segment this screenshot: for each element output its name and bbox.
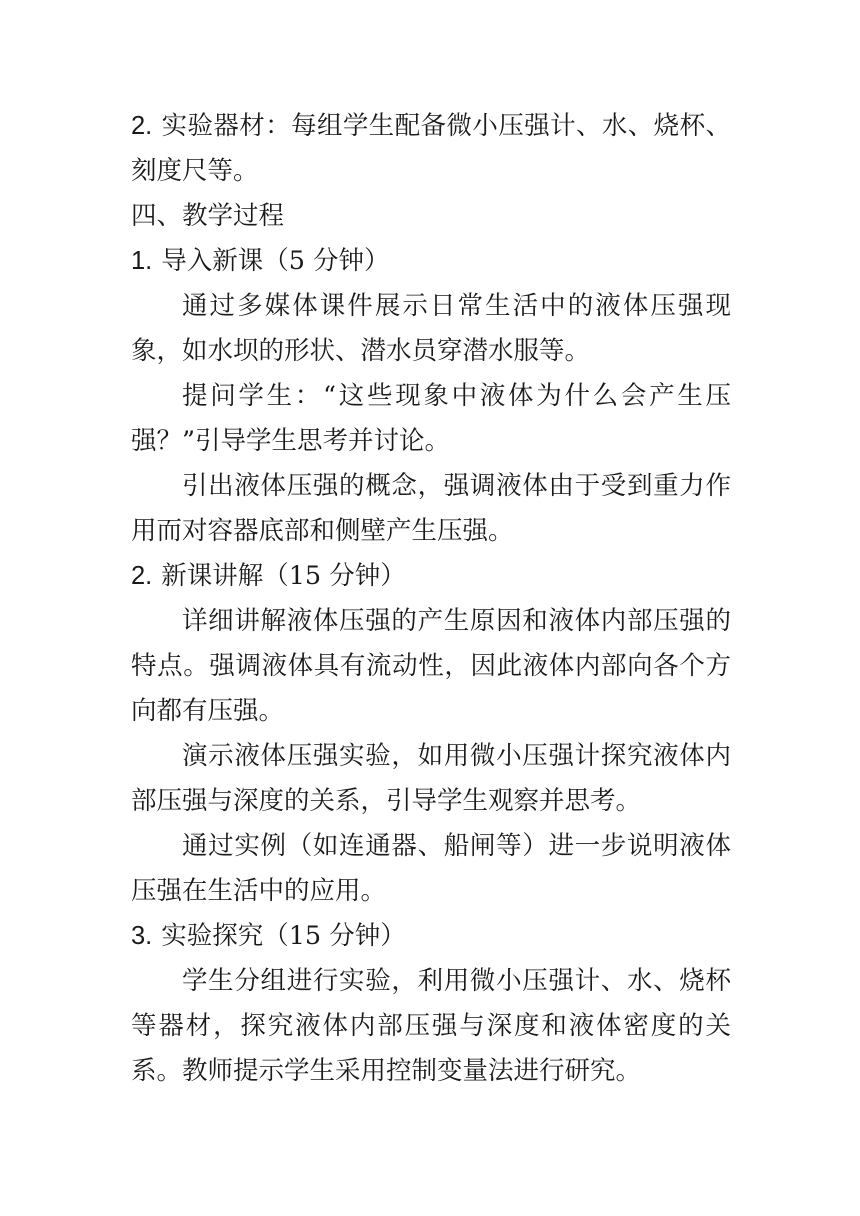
- step-1-number: 1.: [131, 247, 153, 275]
- equipment-item: [131, 104, 731, 194]
- step-2-paragraph-2: 演示液体压强实验，如用微小压强计探究液体内部压强与深度的关系，引导学生观察并思考。: [131, 741, 731, 816]
- step-2-title: 新课讲解（15 分钟）: [161, 561, 406, 591]
- step-2-paragraph-1: 详细讲解液体压强的产生原因和液体内部压强的特点。强调液体具有流动性，因此液体内部向各个方向都有压强。: [131, 606, 731, 726]
- step-3-paragraph-1: 学生分组进行实验，利用微小压强计、水、烧杯等器材，探究液体内部压强与深度和液体密度的关系。教师提示学生采用控制变量法进行研究。: [131, 966, 731, 1086]
- step-3-heading: [131, 914, 731, 959]
- step-3-title: 实验探究（15 分钟）: [161, 921, 406, 951]
- equipment-number: 2.: [131, 112, 153, 140]
- step-1-paragraph-1: 通过多媒体课件展示日常生活中的液体压强现象，如水坝的形状、潜水员穿潜水服等。: [131, 291, 731, 366]
- step-1-paragraph-2: 提问学生：“这些现象中液体为什么会产生压强？”引导学生思考并讨论。: [131, 381, 731, 456]
- step-1-paragraph-3: 引出液体压强的概念，强调液体由于受到重力作用而对容器底部和侧壁产生压强。: [131, 471, 731, 546]
- step-1-title: 导入新课（5 分钟）: [161, 246, 390, 276]
- step-2-heading: [131, 554, 731, 599]
- step-3-number: 3.: [131, 922, 153, 950]
- step-2-paragraph-3: 通过实例（如连通器、船闸等）进一步说明液体压强在生活中的应用。: [131, 831, 731, 906]
- equipment-text: 实验器材：每组学生配备微小压强计、水、烧杯、刻度尺等。: [131, 111, 731, 186]
- step-2-number: 2.: [131, 562, 153, 590]
- document-body: [131, 104, 731, 1094]
- step-1-heading: [131, 239, 731, 284]
- section-heading: 四、教学过程: [131, 201, 285, 231]
